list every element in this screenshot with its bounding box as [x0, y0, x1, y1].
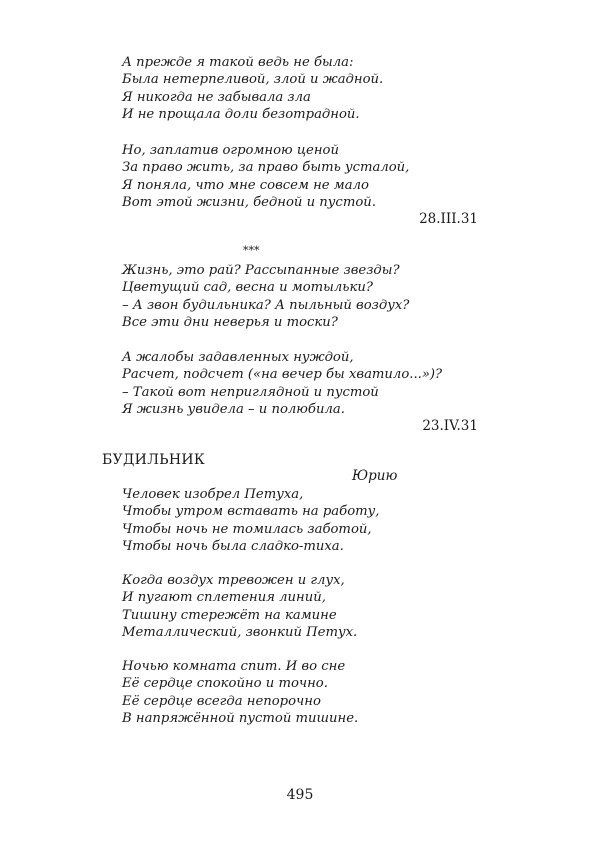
verse-line: Я жизнь увидела – и полюбила.	[122, 401, 345, 417]
verse-line: Но, заплатив огромною ценой	[122, 143, 339, 158]
poem2-stanza1	[122, 262, 482, 331]
verse-line: Цветущий сад, весна и мотыльки?	[122, 280, 373, 296]
verse-line: Её сердце спокойно и точно.	[122, 676, 328, 692]
verse-line: – А звон будильника? А пыльный воздух?	[122, 297, 410, 313]
verse-line: Вот этой жизни, бедной и пустой.	[122, 194, 376, 210]
poem1-stanza1	[122, 54, 482, 123]
poem2-date: 23.IV.31	[422, 418, 478, 434]
verse-line: В напряжённой пустой тишине.	[122, 710, 359, 726]
verse-line: Её сердце всегда непорочно	[122, 693, 321, 709]
verse-line: Чтобы ночь не томилась заботой,	[122, 521, 372, 537]
poem3-stanza1	[122, 486, 482, 555]
verse-line: Все эти дни неверья и тоски?	[122, 314, 338, 330]
verse-line: Расчет, подсчет («на вечер бы хватило...»)?	[122, 367, 443, 383]
verse-line: А жалобы задавленных нуждой,	[122, 350, 354, 365]
section-separator: ***	[243, 244, 260, 257]
verse-line: Когда воздух тревожен и глух,	[122, 573, 345, 588]
poem-dedication: Юрию	[352, 468, 398, 484]
page-number: 495	[286, 787, 314, 803]
poem3-stanza2	[122, 572, 482, 641]
verse-line: И пугают сплетения линий,	[122, 590, 326, 606]
verse-line: Человек изобрел Петуха,	[122, 487, 304, 502]
verse-line: И не прощала доли безотрадной.	[122, 106, 360, 122]
poem2-stanza2	[122, 349, 482, 418]
verse-line: Я поняла, что мне совсем не мало	[122, 177, 369, 193]
verse-line: Была нетерпеливой, злой и жадной.	[122, 72, 384, 88]
verse-line: Ночью комната спит. И во сне	[122, 659, 346, 674]
verse-line: За право жить, за право быть усталой,	[122, 160, 410, 176]
verse-line: Чтобы утром вставать на работу,	[122, 504, 380, 520]
verse-line: Тишину стережёт на камине	[122, 607, 337, 623]
poem3-stanza3	[122, 658, 482, 727]
verse-line: – Такой вот неприглядной и пустой	[122, 384, 379, 400]
verse-line: Жизнь, это рай? Рассыпанные звезды?	[122, 263, 400, 278]
verse-line: Я никогда не забывала зла	[122, 89, 311, 105]
poem1-stanza2	[122, 142, 482, 211]
verse-line: Чтобы ночь была сладко-тиха.	[122, 538, 344, 554]
poem-title: БУДИЛЬНИК	[102, 452, 206, 468]
verse-line: Металлический, звонкий Петух.	[122, 624, 358, 640]
verse-line: А прежде я такой ведь не была:	[122, 55, 354, 70]
poem1-date: 28.III.31	[419, 211, 478, 227]
